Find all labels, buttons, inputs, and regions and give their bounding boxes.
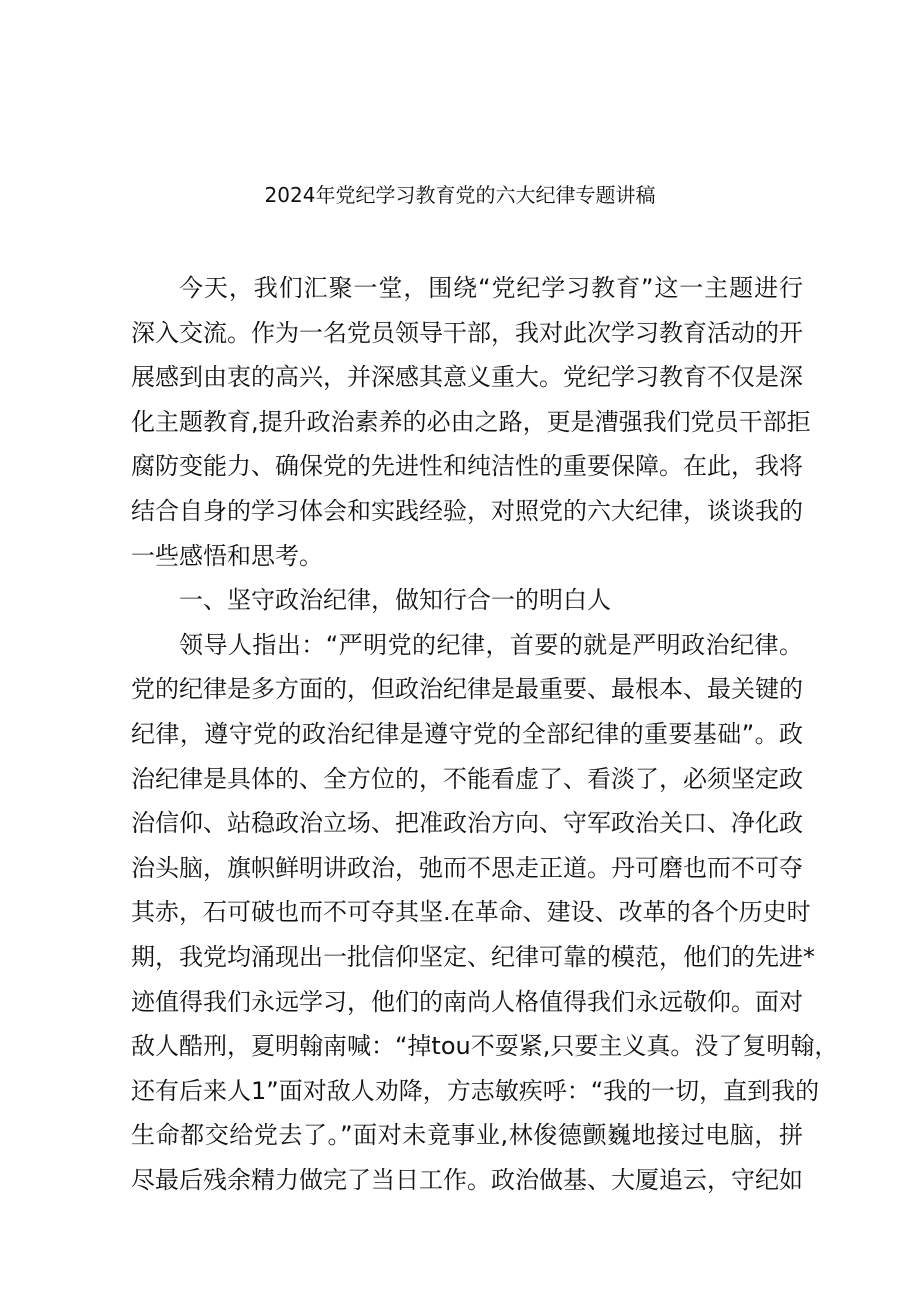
body-line: 展感到由衷的高兴，并深感其意义重大。党纪学习教育不仅是深	[131, 363, 803, 392]
body-line: 一些感悟和思考。	[131, 541, 323, 570]
body-line: 敌人酷刑，夏明翰南喊：“掉tou不耍紧,只要主义真。没了复明翰，	[131, 1032, 839, 1061]
body-line: 生命都交给党去了。”面对未竟事业,林俊德颤巍地接过电脑，拼	[131, 1121, 803, 1150]
body-line: 治头脑，旗帜鲜明讲政治，弛而不思走正道。丹可磨也而不可夺	[131, 853, 803, 882]
body-line: 一、坚守政治纪律，做知行合一的明白人	[179, 586, 611, 615]
body-line: 治信仰、站稳政治立场、把准政治方向、守军政治关口、净化政	[131, 809, 803, 838]
body-line: 期，我党均涌现出一批信仰坚定、纪律可靠的模范，他们的先进*	[131, 942, 815, 971]
body-line: 化主题教育,提升政治素养的必由之路，更是漕强我们党员干部拒	[131, 407, 811, 436]
body-line: 腐防变能力、确保党的先进性和纯洁性的重要保障。在此，我将	[131, 452, 803, 481]
document-body	[131, 266, 839, 1202]
body-line: 深入交流。作为一名党员领导干部，我对此次学习教育活动的开	[131, 318, 803, 347]
body-line: 其赤，石可破也而不可夺其坚.在革命、建设、改革的各个历史时	[131, 898, 811, 927]
body-line: 治纪律是具体的、全方位的，不能看虚了、看淡了，必须坚定政	[131, 764, 803, 793]
body-line: 今天，我们汇聚一堂，围绕“党纪学习教育”这一主题进行	[179, 274, 803, 302]
body-line: 还有后来人1”面对敌人劝降，方志敏疾呼：“我的一切，直到我的	[131, 1076, 820, 1105]
document-title: 2024年党纪学习教育党的六大纪律专题讲稿	[264, 183, 656, 207]
body-line: 结合自身的学习体会和实践经验，对照党的六大纪律，谈谈我的	[131, 496, 803, 525]
body-line: 领导人指出：“严明党的纪律，首要的就是严明政治纪律。	[179, 630, 803, 659]
body-line: 迹值得我们永远学习，他们的南尚人格值得我们永远敬仰。面对	[131, 987, 803, 1016]
body-line: 尽最后残余精力做完了当日工作。政治做基、大厦追云，守纪如	[131, 1165, 803, 1194]
body-line: 纪律，遵守党的政治纪律是遵守党的全部纪律的重要基础”。政	[131, 719, 803, 748]
body-line: 党的纪律是多方面的，但政治纪律是最重要、最根本、最关键的	[131, 675, 803, 704]
